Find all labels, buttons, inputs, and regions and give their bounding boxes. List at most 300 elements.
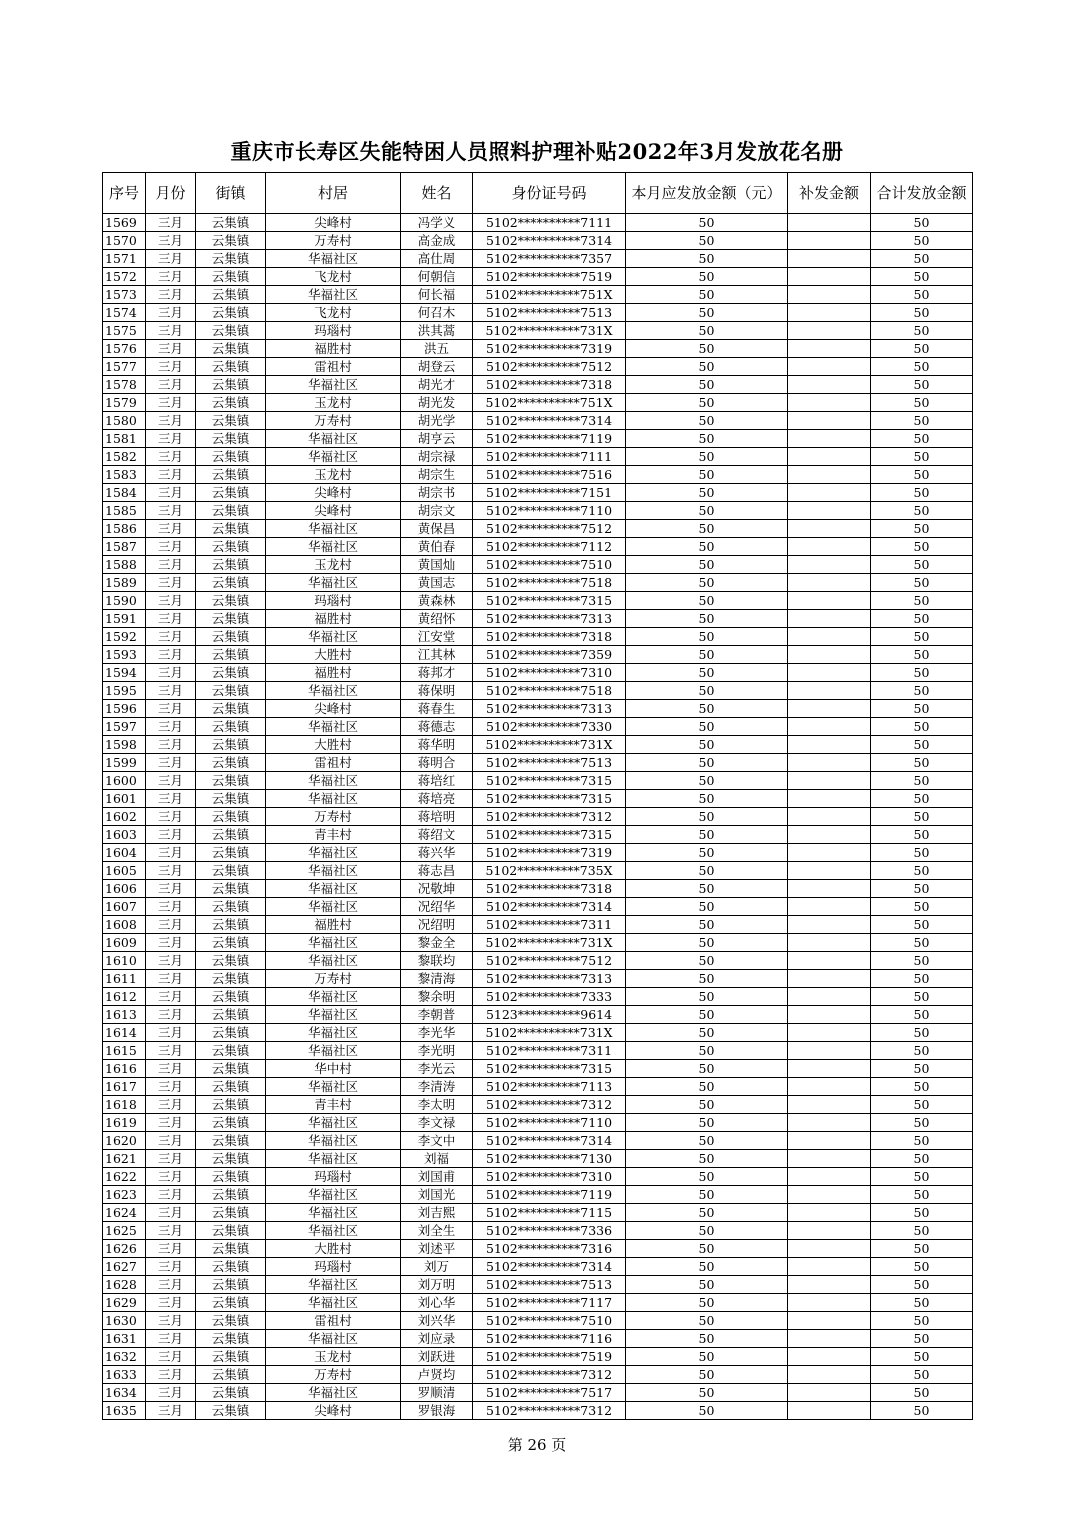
table-row	[103, 268, 973, 286]
seq-cell: 1571	[103, 250, 146, 268]
seq-cell: 1582	[103, 448, 146, 466]
seq-cell: 1631	[103, 1330, 146, 1348]
monthly-amount-cell: 50	[626, 646, 788, 664]
name-cell: 黄国志	[401, 574, 473, 592]
monthly-amount-cell: 50	[626, 394, 788, 412]
name-cell: 江安堂	[401, 628, 473, 646]
name-cell: 洪其蒿	[401, 322, 473, 340]
month-cell: 三月	[146, 466, 196, 484]
seq-cell: 1607	[103, 898, 146, 916]
supplement-amount-cell	[788, 772, 871, 790]
total-amount-cell: 50	[871, 538, 973, 556]
monthly-amount-cell: 50	[626, 268, 788, 286]
monthly-amount-cell: 50	[626, 1294, 788, 1312]
month-cell: 三月	[146, 574, 196, 592]
monthly-amount-cell: 50	[626, 880, 788, 898]
supplement-amount-cell	[788, 574, 871, 592]
village-cell: 华福社区	[266, 430, 401, 448]
name-cell: 洪五	[401, 340, 473, 358]
supplement-amount-cell	[788, 790, 871, 808]
total-amount-cell: 50	[871, 250, 973, 268]
supplement-amount-cell	[788, 754, 871, 772]
village-cell: 华福社区	[266, 988, 401, 1006]
village-cell: 万寿村	[266, 412, 401, 430]
monthly-amount-cell: 50	[626, 898, 788, 916]
town-cell: 云集镇	[196, 430, 266, 448]
town-cell: 云集镇	[196, 664, 266, 682]
supplement-amount-cell	[788, 430, 871, 448]
month-cell: 三月	[146, 862, 196, 880]
supplement-amount-cell	[788, 1078, 871, 1096]
name-cell: 蒋志昌	[401, 862, 473, 880]
seq-cell: 1570	[103, 232, 146, 250]
name-cell: 李光明	[401, 1042, 473, 1060]
seq-cell: 1627	[103, 1258, 146, 1276]
supplement-amount-cell	[788, 1096, 871, 1114]
month-cell: 三月	[146, 898, 196, 916]
town-cell: 云集镇	[196, 520, 266, 538]
name-cell: 何长福	[401, 286, 473, 304]
town-cell: 云集镇	[196, 934, 266, 952]
month-cell: 三月	[146, 268, 196, 286]
village-cell: 华福社区	[266, 1150, 401, 1168]
supplement-amount-cell	[788, 1294, 871, 1312]
month-cell: 三月	[146, 538, 196, 556]
name-cell: 刘万明	[401, 1276, 473, 1294]
supplement-amount-cell	[788, 1276, 871, 1294]
table-row	[103, 1312, 973, 1330]
supplement-amount-cell	[788, 592, 871, 610]
name-cell: 刘应录	[401, 1330, 473, 1348]
monthly-amount-cell: 50	[626, 808, 788, 826]
town-cell: 云集镇	[196, 1204, 266, 1222]
seq-cell: 1605	[103, 862, 146, 880]
id-number-cell: 5102**********7315	[473, 1060, 626, 1078]
total-amount-cell: 50	[871, 1276, 973, 1294]
village-cell: 华福社区	[266, 1132, 401, 1150]
name-cell: 刘跃进	[401, 1348, 473, 1366]
village-cell: 玛瑙村	[266, 1258, 401, 1276]
monthly-amount-cell: 50	[626, 1024, 788, 1042]
village-cell: 玛瑙村	[266, 592, 401, 610]
supplement-amount-cell	[788, 520, 871, 538]
town-cell: 云集镇	[196, 1348, 266, 1366]
id-number-cell: 5102**********7512	[473, 520, 626, 538]
month-cell: 三月	[146, 754, 196, 772]
village-cell: 华福社区	[266, 1294, 401, 1312]
town-cell: 云集镇	[196, 718, 266, 736]
total-amount-cell: 50	[871, 286, 973, 304]
monthly-amount-cell: 50	[626, 430, 788, 448]
supplement-amount-cell	[788, 286, 871, 304]
id-number-cell: 5102**********7314	[473, 1258, 626, 1276]
town-cell: 云集镇	[196, 736, 266, 754]
seq-cell: 1635	[103, 1402, 146, 1420]
name-cell: 李光华	[401, 1024, 473, 1042]
seq-cell: 1629	[103, 1294, 146, 1312]
month-cell: 三月	[146, 646, 196, 664]
supplement-amount-cell	[788, 1060, 871, 1078]
name-cell: 蒋培红	[401, 772, 473, 790]
month-cell: 三月	[146, 502, 196, 520]
supplement-amount-cell	[788, 340, 871, 358]
monthly-amount-cell: 50	[626, 484, 788, 502]
supplement-amount-cell	[788, 322, 871, 340]
monthly-amount-cell: 50	[626, 1366, 788, 1384]
id-number-cell: 5102**********7314	[473, 1132, 626, 1150]
village-cell: 玛瑙村	[266, 322, 401, 340]
monthly-amount-cell: 50	[626, 682, 788, 700]
id-number-cell: 5102**********7313	[473, 970, 626, 988]
table-row	[103, 1384, 973, 1402]
month-cell: 三月	[146, 1258, 196, 1276]
town-cell: 云集镇	[196, 538, 266, 556]
month-cell: 三月	[146, 700, 196, 718]
town-cell: 云集镇	[196, 700, 266, 718]
name-cell: 黄森林	[401, 592, 473, 610]
table-row	[103, 880, 973, 898]
town-cell: 云集镇	[196, 412, 266, 430]
supplement-amount-cell	[788, 1186, 871, 1204]
month-cell: 三月	[146, 1168, 196, 1186]
total-amount-cell: 50	[871, 1384, 973, 1402]
month-cell: 三月	[146, 1042, 196, 1060]
month-cell: 三月	[146, 952, 196, 970]
village-cell: 青丰村	[266, 1096, 401, 1114]
name-cell: 况绍华	[401, 898, 473, 916]
town-cell: 云集镇	[196, 502, 266, 520]
table-row	[103, 718, 973, 736]
seq-cell: 1630	[103, 1312, 146, 1330]
monthly-amount-cell: 50	[626, 862, 788, 880]
month-cell: 三月	[146, 556, 196, 574]
month-cell: 三月	[146, 790, 196, 808]
seq-cell: 1601	[103, 790, 146, 808]
town-cell: 云集镇	[196, 862, 266, 880]
town-cell: 云集镇	[196, 1402, 266, 1420]
month-cell: 三月	[146, 808, 196, 826]
total-amount-cell: 50	[871, 322, 973, 340]
town-cell: 云集镇	[196, 574, 266, 592]
table-row	[103, 808, 973, 826]
table-row	[103, 1366, 973, 1384]
village-cell: 飞龙村	[266, 268, 401, 286]
seq-cell: 1614	[103, 1024, 146, 1042]
table-row	[103, 610, 973, 628]
total-amount-cell: 50	[871, 952, 973, 970]
table-row	[103, 1204, 973, 1222]
table-row	[103, 988, 973, 1006]
village-cell: 福胜村	[266, 916, 401, 934]
monthly-amount-cell: 50	[626, 934, 788, 952]
total-amount-cell: 50	[871, 1078, 973, 1096]
supplement-amount-cell	[788, 394, 871, 412]
month-cell: 三月	[146, 322, 196, 340]
name-cell: 黎余明	[401, 988, 473, 1006]
village-cell: 福胜村	[266, 610, 401, 628]
total-amount-cell: 50	[871, 826, 973, 844]
column-header-village: 村居	[266, 173, 401, 214]
id-number-cell: 5102**********7318	[473, 376, 626, 394]
monthly-amount-cell: 50	[626, 1384, 788, 1402]
town-cell: 云集镇	[196, 1222, 266, 1240]
id-number-cell: 5102**********7119	[473, 1186, 626, 1204]
month-cell: 三月	[146, 772, 196, 790]
table-row	[103, 340, 973, 358]
seq-cell: 1610	[103, 952, 146, 970]
table-row	[103, 1060, 973, 1078]
month-cell: 三月	[146, 916, 196, 934]
name-cell: 胡宗书	[401, 484, 473, 502]
id-number-cell: 5102**********7313	[473, 610, 626, 628]
town-cell: 云集镇	[196, 988, 266, 1006]
name-cell: 黄绍怀	[401, 610, 473, 628]
name-cell: 况敬坤	[401, 880, 473, 898]
seq-cell: 1586	[103, 520, 146, 538]
table-row	[103, 1258, 973, 1276]
total-amount-cell: 50	[871, 1186, 973, 1204]
month-cell: 三月	[146, 232, 196, 250]
village-cell: 玉龙村	[266, 466, 401, 484]
monthly-amount-cell: 50	[626, 502, 788, 520]
table-row	[103, 1240, 973, 1258]
monthly-amount-cell: 50	[626, 520, 788, 538]
id-number-cell: 5102**********751X	[473, 394, 626, 412]
seq-cell: 1579	[103, 394, 146, 412]
total-amount-cell: 50	[871, 592, 973, 610]
month-cell: 三月	[146, 520, 196, 538]
town-cell: 云集镇	[196, 394, 266, 412]
supplement-amount-cell	[788, 844, 871, 862]
seq-cell: 1626	[103, 1240, 146, 1258]
name-cell: 况绍明	[401, 916, 473, 934]
name-cell: 胡光发	[401, 394, 473, 412]
monthly-amount-cell: 50	[626, 952, 788, 970]
total-amount-cell: 50	[871, 898, 973, 916]
total-amount-cell: 50	[871, 502, 973, 520]
id-number-cell: 5102**********731X	[473, 736, 626, 754]
id-number-cell: 5123**********9614	[473, 1006, 626, 1024]
id-number-cell: 5102**********7512	[473, 952, 626, 970]
supplement-amount-cell	[788, 1222, 871, 1240]
table-row	[103, 1168, 973, 1186]
name-cell: 黄国灿	[401, 556, 473, 574]
town-cell: 云集镇	[196, 1096, 266, 1114]
supplement-amount-cell	[788, 664, 871, 682]
table-row	[103, 664, 973, 682]
village-cell: 飞龙村	[266, 304, 401, 322]
table-row	[103, 1402, 973, 1420]
village-cell: 玉龙村	[266, 556, 401, 574]
id-number-cell: 5102**********7130	[473, 1150, 626, 1168]
supplement-amount-cell	[788, 1204, 871, 1222]
village-cell: 华福社区	[266, 880, 401, 898]
name-cell: 蒋华明	[401, 736, 473, 754]
town-cell: 云集镇	[196, 628, 266, 646]
table-row	[103, 484, 973, 502]
village-cell: 万寿村	[266, 808, 401, 826]
seq-cell: 1625	[103, 1222, 146, 1240]
seq-cell: 1578	[103, 376, 146, 394]
monthly-amount-cell: 50	[626, 1276, 788, 1294]
column-header-monthly-amount: 本月应发放金额（元）	[626, 173, 788, 214]
supplement-amount-cell	[788, 1258, 871, 1276]
village-cell: 华福社区	[266, 844, 401, 862]
column-header-name: 姓名	[401, 173, 473, 214]
seq-cell: 1594	[103, 664, 146, 682]
total-amount-cell: 50	[871, 970, 973, 988]
table-row	[103, 376, 973, 394]
seq-cell: 1576	[103, 340, 146, 358]
town-cell: 云集镇	[196, 1312, 266, 1330]
seq-cell: 1595	[103, 682, 146, 700]
town-cell: 云集镇	[196, 1366, 266, 1384]
total-amount-cell: 50	[871, 1042, 973, 1060]
id-number-cell: 5102**********7315	[473, 826, 626, 844]
id-number-cell: 5102**********7119	[473, 430, 626, 448]
seq-cell: 1596	[103, 700, 146, 718]
name-cell: 罗顺清	[401, 1384, 473, 1402]
seq-cell: 1603	[103, 826, 146, 844]
total-amount-cell: 50	[871, 232, 973, 250]
table-row	[103, 322, 973, 340]
name-cell: 刘全生	[401, 1222, 473, 1240]
column-header-month: 月份	[146, 173, 196, 214]
monthly-amount-cell: 50	[626, 1078, 788, 1096]
id-number-cell: 5102**********7512	[473, 358, 626, 376]
monthly-amount-cell: 50	[626, 826, 788, 844]
supplement-amount-cell	[788, 1150, 871, 1168]
month-cell: 三月	[146, 412, 196, 430]
town-cell: 云集镇	[196, 1060, 266, 1078]
town-cell: 云集镇	[196, 448, 266, 466]
total-amount-cell: 50	[871, 736, 973, 754]
village-cell: 雷祖村	[266, 1312, 401, 1330]
id-number-cell: 5102**********735X	[473, 862, 626, 880]
seq-cell: 1609	[103, 934, 146, 952]
monthly-amount-cell: 50	[626, 970, 788, 988]
supplement-amount-cell	[788, 628, 871, 646]
name-cell: 刘兴华	[401, 1312, 473, 1330]
monthly-amount-cell: 50	[626, 1240, 788, 1258]
id-number-cell: 5102**********7313	[473, 700, 626, 718]
supplement-amount-cell	[788, 700, 871, 718]
village-cell: 华福社区	[266, 538, 401, 556]
name-cell: 刘述平	[401, 1240, 473, 1258]
column-header-id-number: 身份证号码	[473, 173, 626, 214]
town-cell: 云集镇	[196, 826, 266, 844]
total-amount-cell: 50	[871, 484, 973, 502]
name-cell: 胡光学	[401, 412, 473, 430]
monthly-amount-cell: 50	[626, 286, 788, 304]
id-number-cell: 5102**********7310	[473, 664, 626, 682]
town-cell: 云集镇	[196, 268, 266, 286]
seq-cell: 1604	[103, 844, 146, 862]
supplement-amount-cell	[788, 916, 871, 934]
village-cell: 华福社区	[266, 1186, 401, 1204]
id-number-cell: 5102**********7110	[473, 1114, 626, 1132]
monthly-amount-cell: 50	[626, 214, 788, 232]
id-number-cell: 5102**********7311	[473, 916, 626, 934]
village-cell: 玉龙村	[266, 394, 401, 412]
village-cell: 万寿村	[266, 1366, 401, 1384]
seq-cell: 1617	[103, 1078, 146, 1096]
name-cell: 蒋邦才	[401, 664, 473, 682]
name-cell: 胡登云	[401, 358, 473, 376]
monthly-amount-cell: 50	[626, 376, 788, 394]
total-amount-cell: 50	[871, 358, 973, 376]
table-row	[103, 628, 973, 646]
monthly-amount-cell: 50	[626, 1042, 788, 1060]
monthly-amount-cell: 50	[626, 1114, 788, 1132]
town-cell: 云集镇	[196, 1042, 266, 1060]
seq-cell: 1624	[103, 1204, 146, 1222]
table-row	[103, 1222, 973, 1240]
monthly-amount-cell: 50	[626, 1132, 788, 1150]
page-title: 重庆市长寿区失能特困人员照料护理补贴2022年3月发放花名册	[230, 139, 844, 164]
seq-cell: 1577	[103, 358, 146, 376]
town-cell: 云集镇	[196, 376, 266, 394]
village-cell: 华福社区	[266, 790, 401, 808]
id-number-cell: 5102**********7319	[473, 844, 626, 862]
month-cell: 三月	[146, 1186, 196, 1204]
supplement-amount-cell	[788, 646, 871, 664]
town-cell: 云集镇	[196, 1276, 266, 1294]
seq-cell: 1598	[103, 736, 146, 754]
table-row	[103, 934, 973, 952]
town-cell: 云集镇	[196, 466, 266, 484]
total-amount-cell: 50	[871, 646, 973, 664]
seq-cell: 1575	[103, 322, 146, 340]
town-cell: 云集镇	[196, 790, 266, 808]
seq-cell: 1611	[103, 970, 146, 988]
id-number-cell: 5102**********7314	[473, 412, 626, 430]
month-cell: 三月	[146, 376, 196, 394]
town-cell: 云集镇	[196, 358, 266, 376]
supplement-amount-cell	[788, 1042, 871, 1060]
supplement-amount-cell	[788, 538, 871, 556]
monthly-amount-cell: 50	[626, 1222, 788, 1240]
village-cell: 华福社区	[266, 574, 401, 592]
monthly-amount-cell: 50	[626, 790, 788, 808]
total-amount-cell: 50	[871, 916, 973, 934]
month-cell: 三月	[146, 1294, 196, 1312]
id-number-cell: 5102**********7110	[473, 502, 626, 520]
supplement-amount-cell	[788, 718, 871, 736]
monthly-amount-cell: 50	[626, 664, 788, 682]
table-row	[103, 844, 973, 862]
supplement-amount-cell	[788, 1402, 871, 1420]
village-cell: 华福社区	[266, 1384, 401, 1402]
seq-cell: 1592	[103, 628, 146, 646]
table-row	[103, 1096, 973, 1114]
total-amount-cell: 50	[871, 1150, 973, 1168]
monthly-amount-cell: 50	[626, 448, 788, 466]
total-amount-cell: 50	[871, 394, 973, 412]
monthly-amount-cell: 50	[626, 772, 788, 790]
total-amount-cell: 50	[871, 412, 973, 430]
monthly-amount-cell: 50	[626, 718, 788, 736]
monthly-amount-cell: 50	[626, 1258, 788, 1276]
table-row	[103, 556, 973, 574]
id-number-cell: 5102**********7315	[473, 772, 626, 790]
seq-cell: 1634	[103, 1384, 146, 1402]
village-cell: 尖峰村	[266, 484, 401, 502]
total-amount-cell: 50	[871, 430, 973, 448]
town-cell: 云集镇	[196, 214, 266, 232]
id-number-cell: 5102**********7315	[473, 592, 626, 610]
total-amount-cell: 50	[871, 754, 973, 772]
